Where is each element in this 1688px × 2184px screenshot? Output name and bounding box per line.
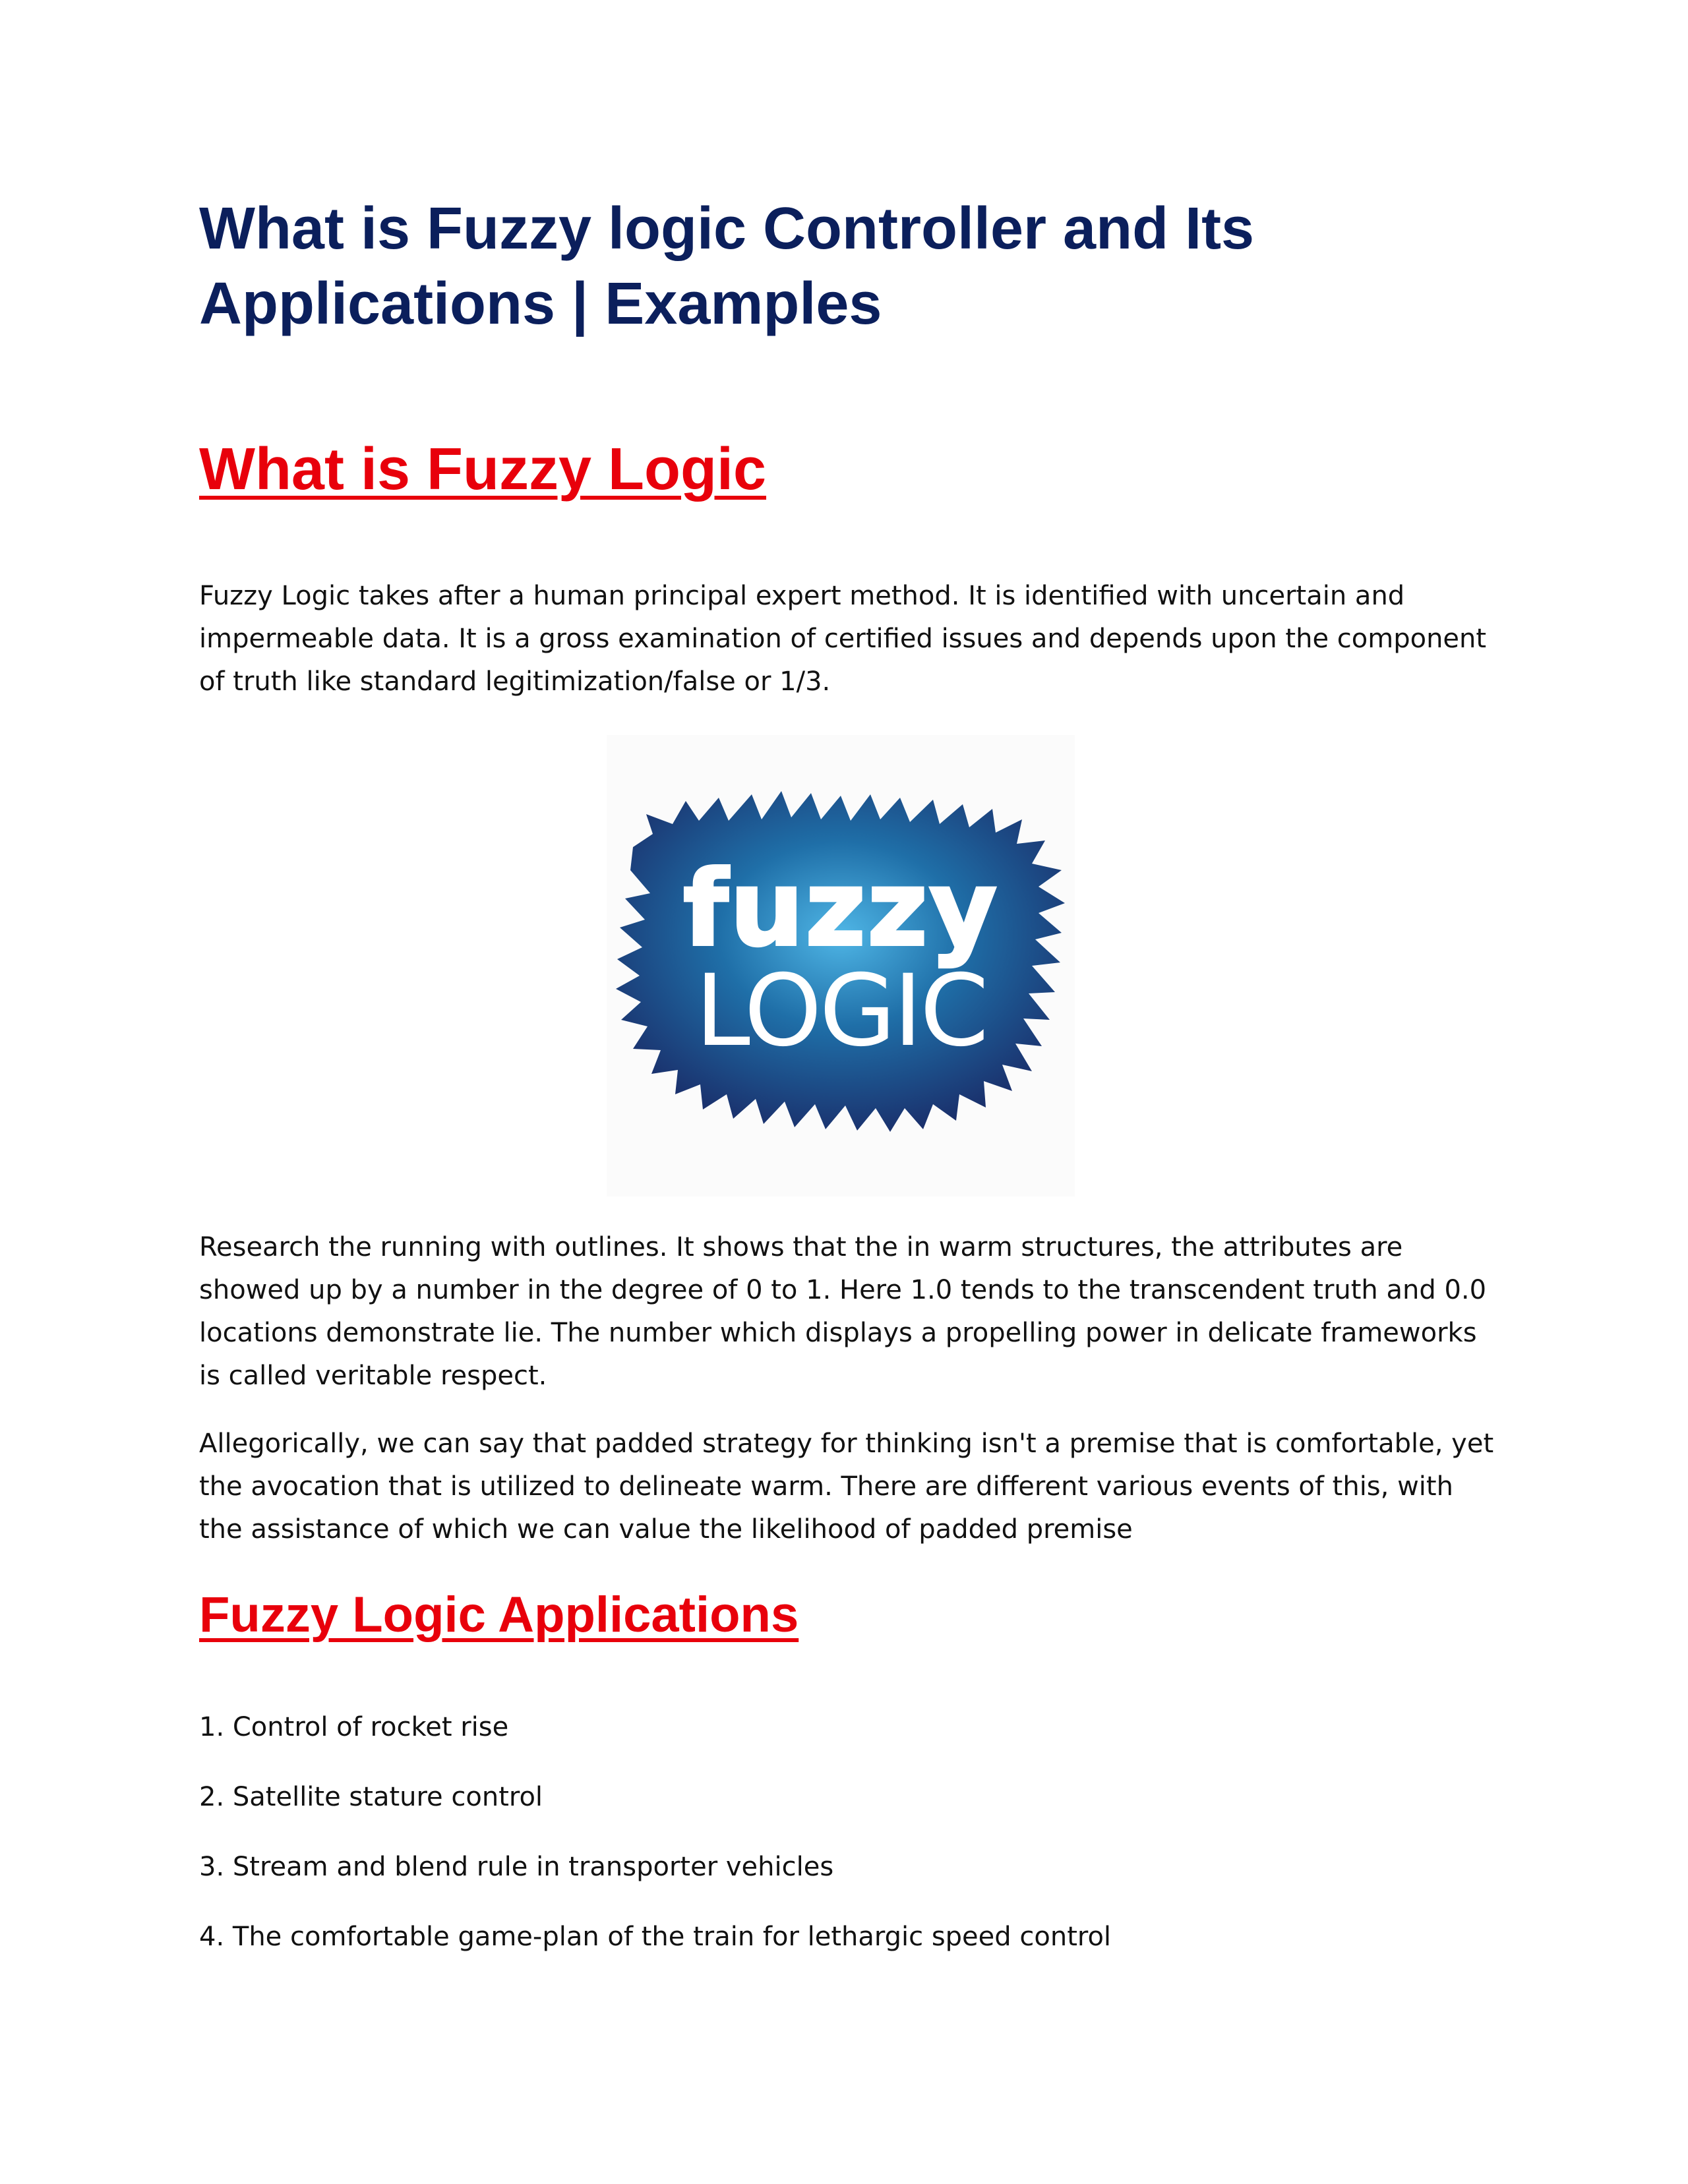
logo-fuzzy-text: fuzzy	[682, 848, 999, 970]
section-heading-what-is-fuzzy-logic: What is Fuzzy Logic	[199, 436, 767, 502]
paragraph-research: Research the running with outlines. It shows that the in warm structures, the attributes are showed up by a number in the degree of 0 to 1. Here 1.0 tends to the transcendent truth and 0.0 locations demonstrate lie. The number which displays a propelling power in delicate frameworks is called veritable respect.	[199, 1232, 1487, 1391]
applications-list	[199, 1707, 1111, 1987]
intro-paragraph: Fuzzy Logic takes after a human principal expert method. It is identified with uncertain and impermeable data. It is a gross examination of certified issues and depends upon the component of truth like standard legitimization/false or 1/3.	[199, 581, 1487, 697]
fuzzy-logic-logo-image	[607, 735, 1075, 1196]
paragraph-allegorically: Allegorically, we can say that padded strategy for thinking isn't a premise that is comfortable, yet the avocation that is utilized to delineate warm. There are different various events of this, with the assistance of which we can value the likelihood of padded premise	[199, 1429, 1494, 1545]
list-item: 1. Control of rocket rise	[199, 1712, 509, 1742]
section-heading-fuzzy-logic-applications: Fuzzy Logic Applications	[199, 1587, 799, 1643]
document-title: What is Fuzzy logic Controller and Its Applications | Examples	[199, 196, 1255, 337]
list-item: 4. The comfortable game-plan of the train for lethargic speed control	[199, 1922, 1112, 1952]
list-item: 3. Stream and blend rule in transporter vehicles	[199, 1852, 834, 1882]
fuzzy-logic-logo	[607, 735, 1075, 1196]
list-item: 2. Satellite stature control	[199, 1782, 543, 1812]
document-content	[199, 191, 1505, 1952]
logo-logic-text: LOGIC	[695, 954, 986, 1069]
